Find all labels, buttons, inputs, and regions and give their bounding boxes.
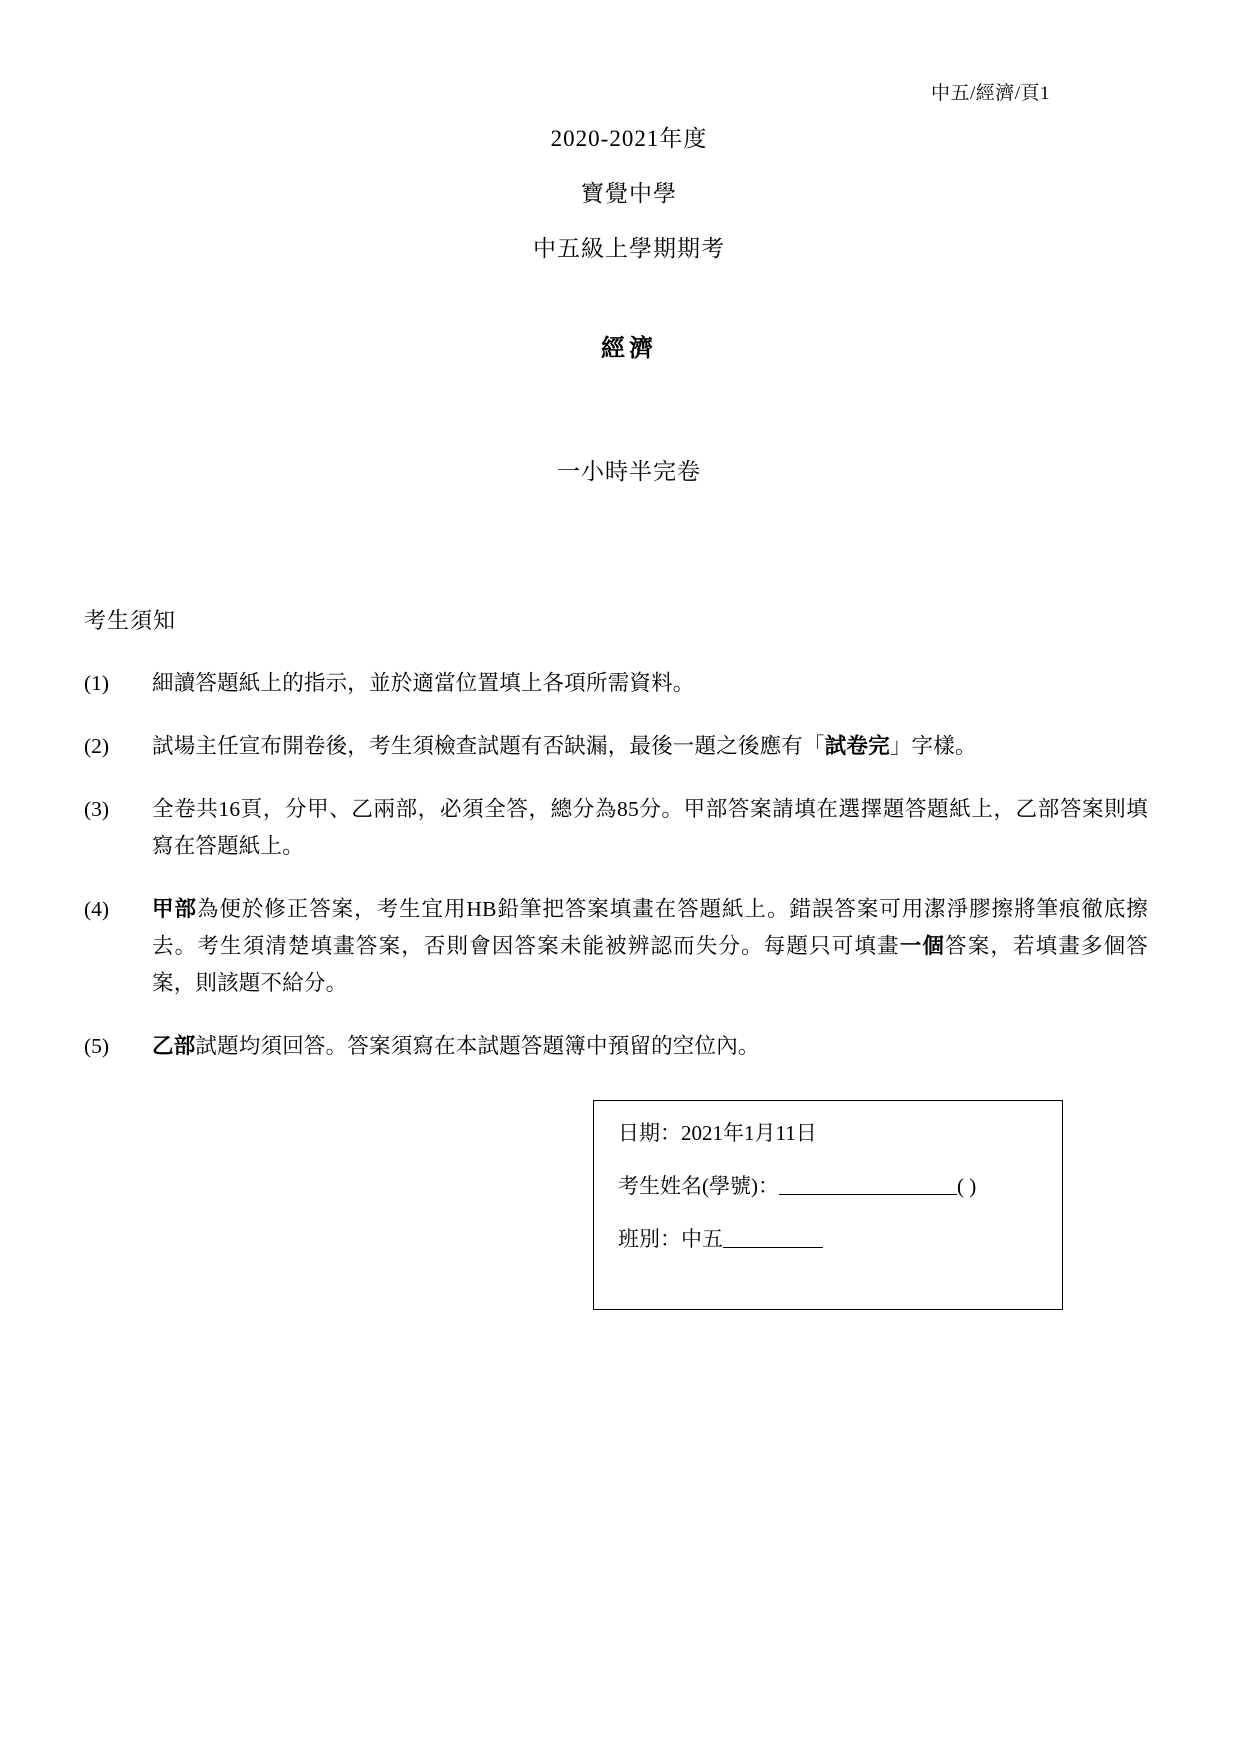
notice-emphasis: 一個: [899, 933, 946, 958]
notice-text-run: 全卷共16頁，分甲、乙兩部，必須全答，總分為85分。甲部答案請填在選擇題答題紙上，乙部答案則填寫在答題紙上。: [152, 796, 1148, 858]
notice-text-run: 試場主任宣布開卷後，考生須檢查試題有否缺漏，最後一題之後應有「: [152, 733, 825, 758]
notice-emphasis: 乙部: [152, 1033, 196, 1058]
candidate-number-suffix: ( ): [957, 1174, 977, 1198]
notice-item-text: [152, 791, 1148, 865]
notice-emphasis: 試卷完: [824, 733, 890, 758]
candidate-info-box: [593, 1100, 1063, 1310]
date-label: 日期：: [618, 1121, 681, 1145]
notice-item-text: [152, 728, 1148, 765]
candidate-name-blank[interactable]: [779, 1176, 957, 1195]
notice-item: [84, 891, 1148, 1002]
class-line: [618, 1229, 1038, 1250]
notice-heading: 考生須知: [84, 608, 177, 633]
notice-item-text: [152, 665, 1148, 702]
notice-text-run: 」字樣。: [889, 733, 977, 758]
notice-text-run: 細讀答題紙上的指示，並於適當位置填上各項所需資料。: [152, 671, 695, 695]
notice-item: [84, 665, 1148, 702]
school-name: 寶覺中學: [581, 181, 677, 206]
date-value: 2021年1月11日: [681, 1121, 817, 1145]
notice-list: [84, 665, 1148, 1065]
subject-title: 經濟: [601, 336, 657, 362]
exam-duration: 一小時半完卷: [557, 459, 701, 484]
notice-item-number: (2): [84, 733, 110, 758]
notice-item-number: (3): [84, 796, 110, 821]
notice-emphasis: 甲部: [152, 896, 197, 921]
notice-item: [84, 791, 1148, 865]
exam-name: 中五級上學期期考: [533, 236, 725, 261]
notice-item-text: [152, 891, 1148, 1002]
notice-item-number: (4): [84, 896, 110, 921]
notice-item-number: (5): [84, 1033, 110, 1058]
notice-item-number: (1): [84, 671, 110, 695]
title-block: [92, 127, 1148, 486]
notice-text-run: 試題均須回答。答案須寫在本試題答題簿中預留的空位內。: [195, 1033, 760, 1058]
notice-item: [84, 728, 1148, 765]
notice-text-run: 答案，若填畫多個答案，則該題不給分。: [152, 933, 1148, 995]
exam-year: 2020-2021年度: [550, 126, 708, 151]
notice-item-text: [152, 1028, 1148, 1065]
candidate-name-line: [618, 1176, 1038, 1197]
candidate-name-label: 考生姓名(學號)：: [618, 1174, 779, 1198]
notice-item: [84, 1028, 1148, 1065]
notice-text-run: 為便於修正答案，考生宜用HB鉛筆把答案填畫在答題紙上。錯誤答案可用潔淨膠擦將筆痕徹底擦去。考生須清楚填畫答案，否則會因答案未能被辨認而失分。每題只可填畫: [152, 896, 1148, 958]
class-label: 班別：中五: [618, 1227, 723, 1251]
page-marker: 中五/經濟/頁1: [930, 83, 1050, 104]
date-line: [618, 1123, 1038, 1144]
class-blank[interactable]: [723, 1229, 823, 1248]
